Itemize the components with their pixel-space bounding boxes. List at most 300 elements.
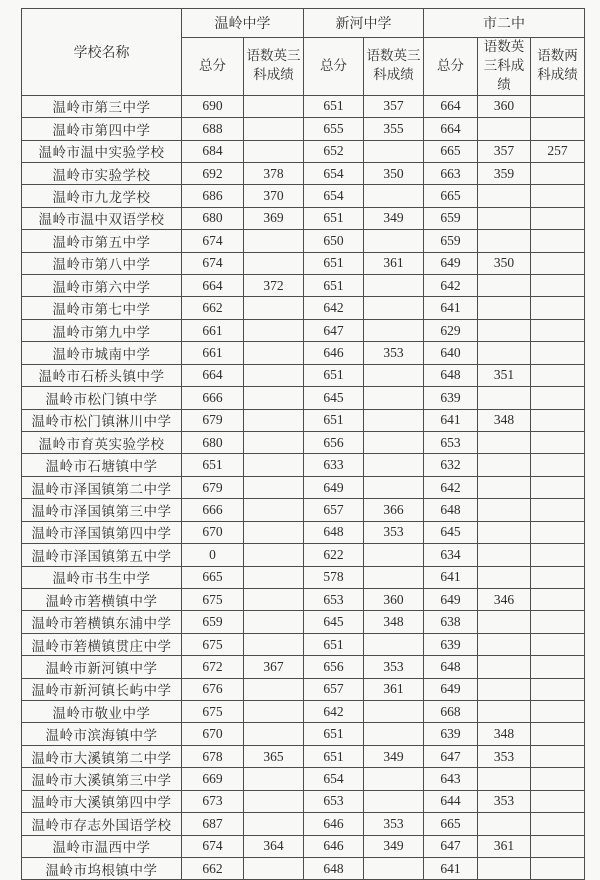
score-cell: 690 [182, 95, 244, 117]
table-row [22, 566, 585, 588]
score-cell [478, 476, 531, 498]
score-cell [531, 387, 585, 409]
score-cell [364, 364, 424, 386]
score-cell [364, 432, 424, 454]
score-cell: 649 [304, 476, 364, 498]
table-row [22, 409, 585, 431]
score-cell: 578 [304, 566, 364, 588]
score-cell [364, 387, 424, 409]
group-header-shi-er-zhong: 市二中 [424, 9, 585, 38]
score-cell: 642 [424, 275, 478, 297]
score-table-body [22, 95, 585, 880]
score-cell: 646 [304, 813, 364, 835]
score-cell: 367 [244, 656, 304, 678]
score-cell [478, 297, 531, 319]
score-cell: 348 [364, 611, 424, 633]
score-cell [531, 566, 585, 588]
score-cell: 644 [424, 790, 478, 812]
score-cell: 629 [424, 319, 478, 341]
score-cell: 679 [182, 476, 244, 498]
score-cell: 664 [182, 364, 244, 386]
table-row [22, 790, 585, 812]
score-cell [531, 252, 585, 274]
score-cell: 651 [304, 723, 364, 745]
score-cell: 360 [364, 588, 424, 610]
score-cell: 639 [424, 723, 478, 745]
score-cell: 651 [304, 745, 364, 767]
score-cell: 348 [478, 723, 531, 745]
score-cell: 680 [182, 432, 244, 454]
score-cell [244, 566, 304, 588]
score-cell [531, 319, 585, 341]
score-cell: 647 [304, 319, 364, 341]
school-name-cell: 温岭市泽国镇第四中学 [22, 521, 182, 543]
school-name-cell: 温岭市泽国镇第三中学 [22, 499, 182, 521]
col-header-sez-two-subjects: 语数两科成绩 [531, 38, 585, 96]
score-cell: 672 [182, 656, 244, 678]
school-name-cell: 温岭市育英实验学校 [22, 432, 182, 454]
score-cell [531, 544, 585, 566]
score-cell: 651 [304, 207, 364, 229]
score-cell [531, 813, 585, 835]
score-cell [478, 611, 531, 633]
score-cell [531, 207, 585, 229]
score-cell: 676 [182, 678, 244, 700]
score-cell: 688 [182, 118, 244, 140]
score-cell: 645 [304, 611, 364, 633]
score-cell [478, 207, 531, 229]
score-cell: 659 [182, 611, 244, 633]
score-cell: 665 [424, 813, 478, 835]
score-cell [244, 678, 304, 700]
score-cell: 359 [478, 162, 531, 184]
score-cell [531, 588, 585, 610]
school-name-cell: 温岭市温中实验学校 [22, 140, 182, 162]
school-name-cell: 温岭市第八中学 [22, 252, 182, 274]
score-cell: 648 [424, 364, 478, 386]
score-cell: 684 [182, 140, 244, 162]
score-cell [244, 432, 304, 454]
score-cell: 642 [304, 701, 364, 723]
score-cell: 348 [478, 409, 531, 431]
score-cell: 645 [304, 387, 364, 409]
score-cell [531, 118, 585, 140]
score-cell [531, 678, 585, 700]
score-cell: 673 [182, 790, 244, 812]
score-cell: 674 [182, 230, 244, 252]
score-cell: 349 [364, 745, 424, 767]
score-cell [364, 633, 424, 655]
table-row [22, 611, 585, 633]
score-cell [531, 768, 585, 790]
score-cell [244, 476, 304, 498]
school-name-cell: 温岭市书生中学 [22, 566, 182, 588]
score-cell: 639 [424, 633, 478, 655]
score-cell [244, 544, 304, 566]
score-cell [244, 588, 304, 610]
score-cell: 662 [182, 858, 244, 880]
table-row [22, 656, 585, 678]
score-cell: 649 [424, 588, 478, 610]
score-cell: 653 [304, 588, 364, 610]
score-cell: 654 [304, 162, 364, 184]
group-header-wenling-zhongxue: 温岭中学 [182, 9, 304, 38]
score-cell: 350 [478, 252, 531, 274]
school-score-table [21, 8, 585, 880]
score-cell [364, 185, 424, 207]
score-cell [244, 454, 304, 476]
score-cell [531, 364, 585, 386]
table-row [22, 813, 585, 835]
col-header-school-name: 学校名称 [22, 9, 182, 96]
score-cell [364, 768, 424, 790]
score-cell: 641 [424, 297, 478, 319]
school-name-cell: 温岭市温中双语学校 [22, 207, 182, 229]
score-cell [531, 409, 585, 431]
score-cell [244, 633, 304, 655]
score-cell: 638 [424, 611, 478, 633]
score-cell [478, 230, 531, 252]
table-row [22, 745, 585, 767]
score-cell [531, 790, 585, 812]
score-cell [244, 409, 304, 431]
score-cell [478, 566, 531, 588]
score-cell [531, 297, 585, 319]
school-name-cell: 温岭市九龙学校 [22, 185, 182, 207]
table-row [22, 319, 585, 341]
score-cell: 675 [182, 633, 244, 655]
score-cell: 653 [424, 432, 478, 454]
col-header-wl-three-subjects: 语数英三科成绩 [244, 38, 304, 96]
score-cell: 657 [304, 678, 364, 700]
score-cell: 664 [424, 118, 478, 140]
score-cell [478, 118, 531, 140]
table-row [22, 275, 585, 297]
score-cell [478, 521, 531, 543]
score-cell: 666 [182, 387, 244, 409]
score-cell: 665 [424, 140, 478, 162]
score-cell: 647 [424, 835, 478, 857]
score-cell [531, 723, 585, 745]
score-cell [364, 297, 424, 319]
score-cell [478, 544, 531, 566]
score-cell: 655 [304, 118, 364, 140]
table-row [22, 476, 585, 498]
school-name-cell: 温岭市敬业中学 [22, 701, 182, 723]
school-name-cell: 温岭市箬横镇贯庄中学 [22, 633, 182, 655]
score-cell: 649 [424, 678, 478, 700]
score-cell [531, 611, 585, 633]
score-cell: 651 [304, 364, 364, 386]
school-name-cell: 温岭市实验学校 [22, 162, 182, 184]
score-cell [478, 656, 531, 678]
score-cell: 675 [182, 701, 244, 723]
score-cell [478, 499, 531, 521]
score-cell: 643 [424, 768, 478, 790]
score-cell [364, 544, 424, 566]
score-cell: 661 [182, 319, 244, 341]
score-cell: 651 [304, 252, 364, 274]
score-cell: 378 [244, 162, 304, 184]
school-name-cell: 温岭市新河镇长屿中学 [22, 678, 182, 700]
table-row [22, 835, 585, 857]
table-row [22, 342, 585, 364]
score-cell: 653 [304, 790, 364, 812]
col-header-xh-total: 总分 [304, 38, 364, 96]
score-cell: 353 [364, 813, 424, 835]
score-cell: 648 [424, 499, 478, 521]
score-cell [531, 835, 585, 857]
score-cell [244, 499, 304, 521]
score-cell: 361 [478, 835, 531, 857]
table-row [22, 701, 585, 723]
school-name-cell: 温岭市坞根镇中学 [22, 858, 182, 880]
score-cell: 670 [182, 521, 244, 543]
score-cell: 353 [364, 521, 424, 543]
col-header-sez-three-subjects: 语数英三科成绩 [478, 38, 531, 96]
score-cell: 349 [364, 207, 424, 229]
score-cell [244, 521, 304, 543]
score-cell [364, 319, 424, 341]
score-cell [364, 230, 424, 252]
score-cell [244, 319, 304, 341]
score-cell: 353 [364, 342, 424, 364]
score-cell: 654 [304, 185, 364, 207]
school-name-cell: 温岭市松门镇中学 [22, 387, 182, 409]
score-cell [478, 275, 531, 297]
score-cell: 361 [364, 678, 424, 700]
school-name-cell: 温岭市石塘镇中学 [22, 454, 182, 476]
score-cell: 647 [424, 745, 478, 767]
score-cell: 656 [304, 656, 364, 678]
score-cell: 641 [424, 566, 478, 588]
table-row [22, 633, 585, 655]
table-row [22, 723, 585, 745]
score-cell [244, 790, 304, 812]
table-row [22, 544, 585, 566]
score-cell: 656 [304, 432, 364, 454]
table-row [22, 387, 585, 409]
table-row [22, 768, 585, 790]
group-header-xinhe-zhongxue: 新河中学 [304, 9, 424, 38]
score-cell [531, 95, 585, 117]
score-cell: 648 [304, 858, 364, 880]
score-cell: 666 [182, 499, 244, 521]
score-cell: 687 [182, 813, 244, 835]
school-name-cell: 温岭市箬横镇中学 [22, 588, 182, 610]
school-name-cell: 温岭市温西中学 [22, 835, 182, 857]
score-cell: 639 [424, 387, 478, 409]
col-header-sez-total: 总分 [424, 38, 478, 96]
school-name-cell: 温岭市泽国镇第二中学 [22, 476, 182, 498]
score-cell: 633 [304, 454, 364, 476]
score-cell: 661 [182, 342, 244, 364]
score-cell [531, 499, 585, 521]
score-cell: 665 [182, 566, 244, 588]
score-cell: 651 [304, 95, 364, 117]
score-cell: 668 [424, 701, 478, 723]
score-cell [364, 701, 424, 723]
score-cell [244, 387, 304, 409]
score-cell: 651 [304, 633, 364, 655]
score-cell: 357 [478, 140, 531, 162]
school-name-cell: 温岭市第五中学 [22, 230, 182, 252]
school-name-cell: 温岭市箬横镇东浦中学 [22, 611, 182, 633]
score-cell: 662 [182, 297, 244, 319]
score-cell [478, 858, 531, 880]
school-name-cell: 温岭市泽国镇第五中学 [22, 544, 182, 566]
score-cell: 651 [304, 275, 364, 297]
score-cell [364, 454, 424, 476]
score-cell: 353 [478, 745, 531, 767]
score-cell: 366 [364, 499, 424, 521]
score-cell [364, 476, 424, 498]
score-cell: 365 [244, 745, 304, 767]
table-row [22, 140, 585, 162]
score-cell [531, 745, 585, 767]
score-cell: 651 [182, 454, 244, 476]
table-row [22, 162, 585, 184]
score-cell [364, 275, 424, 297]
score-cell: 357 [364, 95, 424, 117]
score-cell: 346 [478, 588, 531, 610]
score-cell: 659 [424, 207, 478, 229]
score-cell [531, 230, 585, 252]
score-cell [478, 701, 531, 723]
score-cell [531, 633, 585, 655]
score-cell [244, 611, 304, 633]
score-cell [244, 342, 304, 364]
table-row [22, 364, 585, 386]
school-name-cell: 温岭市存志外国语学校 [22, 813, 182, 835]
score-cell: 369 [244, 207, 304, 229]
score-cell: 657 [304, 499, 364, 521]
score-cell [244, 858, 304, 880]
score-cell: 678 [182, 745, 244, 767]
score-cell: 650 [304, 230, 364, 252]
score-cell [244, 723, 304, 745]
table-row [22, 454, 585, 476]
table-row [22, 499, 585, 521]
school-name-cell: 温岭市第三中学 [22, 95, 182, 117]
score-cell: 0 [182, 544, 244, 566]
score-cell [478, 633, 531, 655]
score-cell [364, 790, 424, 812]
score-cell: 640 [424, 342, 478, 364]
score-cell: 664 [424, 95, 478, 117]
school-name-cell: 温岭市新河镇中学 [22, 656, 182, 678]
score-cell [531, 454, 585, 476]
school-name-cell: 温岭市第六中学 [22, 275, 182, 297]
score-cell [364, 409, 424, 431]
school-name-cell: 温岭市大溪镇第三中学 [22, 768, 182, 790]
score-cell [531, 476, 585, 498]
school-name-cell: 温岭市石桥头镇中学 [22, 364, 182, 386]
table-row [22, 858, 585, 880]
score-cell: 675 [182, 588, 244, 610]
table-row [22, 521, 585, 543]
score-cell [244, 95, 304, 117]
score-cell: 350 [364, 162, 424, 184]
score-cell: 648 [424, 656, 478, 678]
score-cell [478, 342, 531, 364]
score-cell: 674 [182, 252, 244, 274]
school-name-cell: 温岭市松门镇淋川中学 [22, 409, 182, 431]
score-cell: 353 [478, 790, 531, 812]
score-cell: 351 [478, 364, 531, 386]
score-cell [531, 432, 585, 454]
table-row [22, 230, 585, 252]
score-cell [364, 858, 424, 880]
score-cell [364, 566, 424, 588]
score-cell: 361 [364, 252, 424, 274]
score-cell [478, 454, 531, 476]
score-cell: 649 [424, 252, 478, 274]
score-cell: 641 [424, 409, 478, 431]
score-cell: 364 [244, 835, 304, 857]
score-cell: 641 [424, 858, 478, 880]
score-cell: 663 [424, 162, 478, 184]
score-cell [244, 252, 304, 274]
score-cell: 642 [424, 476, 478, 498]
score-cell: 360 [478, 95, 531, 117]
score-cell [531, 521, 585, 543]
score-cell: 646 [304, 342, 364, 364]
school-name-cell: 温岭市第四中学 [22, 118, 182, 140]
score-cell: 665 [424, 185, 478, 207]
score-cell: 692 [182, 162, 244, 184]
table-row [22, 252, 585, 274]
score-cell [244, 140, 304, 162]
score-cell [478, 813, 531, 835]
school-name-cell: 温岭市大溪镇第二中学 [22, 745, 182, 767]
score-cell [531, 701, 585, 723]
score-cell [478, 432, 531, 454]
score-cell: 645 [424, 521, 478, 543]
score-cell: 674 [182, 835, 244, 857]
score-cell: 632 [424, 454, 478, 476]
score-cell: 664 [182, 275, 244, 297]
score-cell [244, 768, 304, 790]
school-name-cell: 温岭市第九中学 [22, 319, 182, 341]
school-name-cell: 温岭市第七中学 [22, 297, 182, 319]
score-cell [478, 678, 531, 700]
table-row [22, 432, 585, 454]
score-cell [364, 723, 424, 745]
score-cell: 372 [244, 275, 304, 297]
score-cell: 353 [364, 656, 424, 678]
score-cell [531, 342, 585, 364]
score-cell: 646 [304, 835, 364, 857]
score-cell [478, 768, 531, 790]
score-cell [244, 230, 304, 252]
score-cell: 669 [182, 768, 244, 790]
score-cell: 652 [304, 140, 364, 162]
school-name-cell: 温岭市滨海镇中学 [22, 723, 182, 745]
score-cell [478, 387, 531, 409]
score-cell [531, 858, 585, 880]
score-cell [244, 813, 304, 835]
table-row [22, 185, 585, 207]
col-header-wl-total: 总分 [182, 38, 244, 96]
score-cell: 679 [182, 409, 244, 431]
score-cell: 651 [304, 409, 364, 431]
score-cell: 355 [364, 118, 424, 140]
score-cell: 648 [304, 521, 364, 543]
table-row [22, 118, 585, 140]
score-cell [478, 185, 531, 207]
score-cell: 659 [424, 230, 478, 252]
